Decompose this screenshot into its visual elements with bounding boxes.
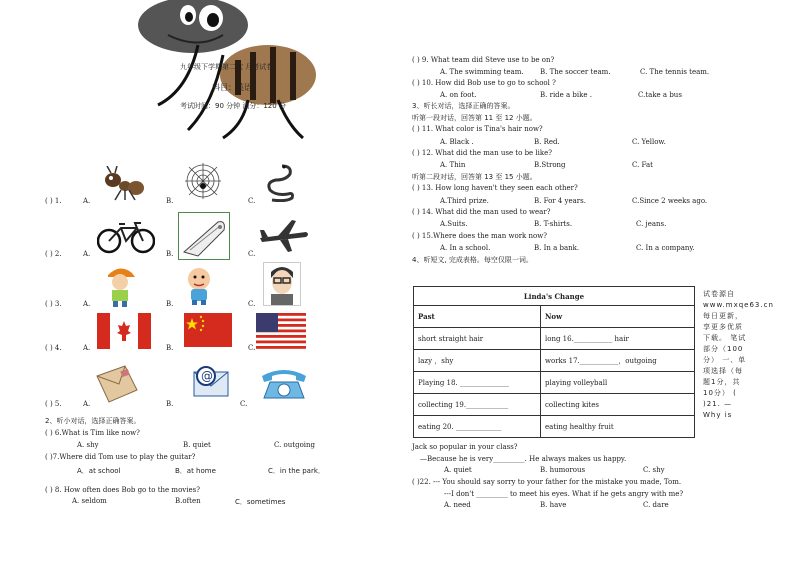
svg-text:@: @: [201, 369, 213, 383]
q13-stem: ( ) 13. How long haven't they seen each other?: [412, 184, 578, 192]
q6-option-c: C. outgoing: [274, 441, 316, 449]
q12-option-c: C. Fat: [632, 161, 653, 169]
q21-option-c: C. shy: [643, 466, 665, 474]
q22-option-c: C. dare: [643, 501, 669, 509]
option-c-label: C.: [248, 197, 256, 205]
table-title: Linda's Change: [414, 287, 695, 306]
option-a-label: A.: [83, 197, 91, 205]
option-a-label: A.: [83, 250, 91, 258]
table-row: lazy ，shy works 17.___________，outgoing: [414, 350, 695, 372]
option-c-label: C.: [248, 250, 256, 258]
side-note: 试卷源自www.mxqe63.cn 每日更新，享更多优质下载。 笔试部分（100分） 一、单项选择（每题1分，共10分） ( )21. —Why is: [703, 290, 774, 419]
question-number: ( ) 1.: [45, 197, 62, 205]
option-b-label: B.: [166, 197, 174, 205]
section3-heading: 3、听长对话，选择正确的答案。: [412, 102, 515, 110]
q8-option-b: B.often: [175, 497, 201, 505]
option-a-label: A.: [83, 300, 91, 308]
exam-time: 考试时间：90 分钟 满分：120 分: [180, 102, 286, 110]
q11-option-b: B. Red.: [534, 138, 560, 146]
option-a-label: A.: [83, 400, 91, 408]
q14-option-b: B. T-shirts.: [534, 220, 573, 228]
q21-option-b: B. humorous: [540, 466, 586, 474]
section2-heading: 2、听小对话，选择正确答案。: [45, 417, 141, 425]
table-row: short straight hair long 16.___________ hair: [414, 328, 695, 350]
q15-stem: ( ) 15.Where does the man work now?: [412, 232, 547, 240]
q9-option-c: C. The tennis team.: [640, 68, 710, 76]
boy-glasses-icon: [263, 262, 301, 306]
question-number: ( ) 4.: [45, 344, 62, 352]
envelope-icon: [95, 364, 139, 404]
option-c-label: C.: [240, 400, 248, 408]
q11-option-a: A. Black .: [440, 138, 474, 146]
table-row: eating 20. _____________ eating healthy fruit: [414, 416, 695, 438]
baby-icon: [182, 265, 216, 305]
q11-stem: ( ) 11. What color is Tina's hair now?: [412, 125, 543, 133]
q9-option-a: A. The swimming team.: [440, 68, 524, 76]
q22-option-a: A. need: [444, 501, 471, 509]
exam-subject: 科目：英语: [212, 83, 252, 92]
usa-flag-icon: [256, 313, 306, 349]
q8-option-c: C．sometimes: [235, 498, 286, 506]
q13-option-c: C.Since 2 weeks ago.: [632, 197, 708, 205]
canada-flag-icon: [97, 313, 151, 349]
q14-option-a: A.Suits.: [440, 220, 468, 228]
q13-option-a: A.Third prize.: [440, 197, 489, 205]
spider-web-icon: [185, 163, 221, 199]
q6-option-b: B. quiet: [183, 441, 211, 449]
train-icon: [178, 212, 230, 260]
option-b-label: B.: [166, 250, 174, 258]
bicycle-icon: [97, 220, 155, 254]
option-a-label: A.: [83, 344, 91, 352]
exam-title: 九年级下学期第二次 月考试卷: [180, 63, 274, 71]
q15-option-c: C. In a company.: [636, 244, 695, 252]
q22-line2: ---I don't _________ to meet his eyes. What if he gets angry with me?: [444, 490, 684, 498]
q10-stem: ( ) 10. How did Bob use to go to school ?: [412, 79, 556, 87]
airplane-icon: [258, 218, 310, 254]
option-c-label: C.: [248, 344, 256, 352]
q7-option-c: C．in the park．: [268, 467, 325, 475]
q14-option-c: C. jeans.: [636, 220, 667, 228]
q7-option-b: B．at home: [175, 467, 216, 475]
q12-stem: ( ) 12. What did the man use to be like?: [412, 149, 553, 157]
option-b-label: B.: [166, 344, 174, 352]
snake-icon: [262, 162, 296, 202]
telephone-icon: [258, 366, 310, 402]
question-number: ( ) 2.: [45, 250, 62, 258]
option-c-label: C.: [248, 300, 256, 308]
q12-option-a: A. Thin: [440, 161, 466, 169]
q14-stem: ( ) 14. What did the man used to wear?: [412, 208, 551, 216]
q10-option-a: A. on foot.: [440, 91, 477, 99]
table-row: Playing 18. ______________ playing volleyball: [414, 372, 695, 394]
col-now-header: Now: [541, 306, 695, 328]
question-number: ( ) 3.: [45, 300, 62, 308]
option-b-label: B.: [166, 300, 174, 308]
q8-stem: ( ) 8. How often does Bob go to the movies?: [45, 486, 200, 494]
q15-option-b: B. In a bank.: [534, 244, 580, 252]
section3-part2: 听第二段对话，回答第 13 至 15 小题。: [412, 173, 537, 181]
col-past-header: Past: [414, 306, 541, 328]
q8-option-a: A. seldom: [72, 497, 107, 505]
q6-option-a: A. shy: [77, 441, 99, 449]
question-number: ( ) 5.: [45, 400, 62, 408]
q9-stem: ( ) 9. What team did Steve use to be on?: [412, 56, 555, 64]
q12-option-b: B.Strong: [534, 161, 566, 169]
q22-line1: ( )22. --- You should say sorry to your father for the mistake you made, Tom.: [412, 478, 682, 486]
q7-stem: ( )7.Where did Tom use to play the guitar?: [45, 453, 196, 461]
boy-cap-icon: [105, 263, 135, 307]
q21-reply: —Because he is very_________. He always makes us happy.: [420, 455, 627, 463]
email-icon: [190, 364, 232, 400]
q7-option-a: A．at school: [77, 467, 121, 475]
q21-continuation: Jack so popular in your class?: [412, 443, 518, 451]
china-flag-icon: [184, 313, 232, 347]
table-row: collecting 19.____________ collecting kites: [414, 394, 695, 416]
q9-option-b: B. The soccer team.: [540, 68, 611, 76]
section3-part1: 听第一段对话，回答第 11 至 12 小题。: [412, 114, 537, 122]
q22-option-b: B. have: [540, 501, 567, 509]
q15-option-a: A. In a school.: [440, 244, 491, 252]
q11-option-c: C. Yellow.: [632, 138, 666, 146]
q10-option-c: C.take a bus: [638, 91, 682, 99]
q6-stem: ( ) 6.What is Tim like now?: [45, 429, 140, 437]
option-b-label: B.: [166, 400, 174, 408]
lindas-change-table: [413, 286, 695, 438]
q13-option-b: B. For 4 years.: [534, 197, 586, 205]
q10-option-b: B. ride a bike .: [540, 91, 592, 99]
q21-option-a: A. quiet: [444, 466, 472, 474]
ant-icon: [103, 166, 145, 202]
section4-heading: 4、听短文, 完成表格。每空仅限一词。: [412, 256, 533, 264]
